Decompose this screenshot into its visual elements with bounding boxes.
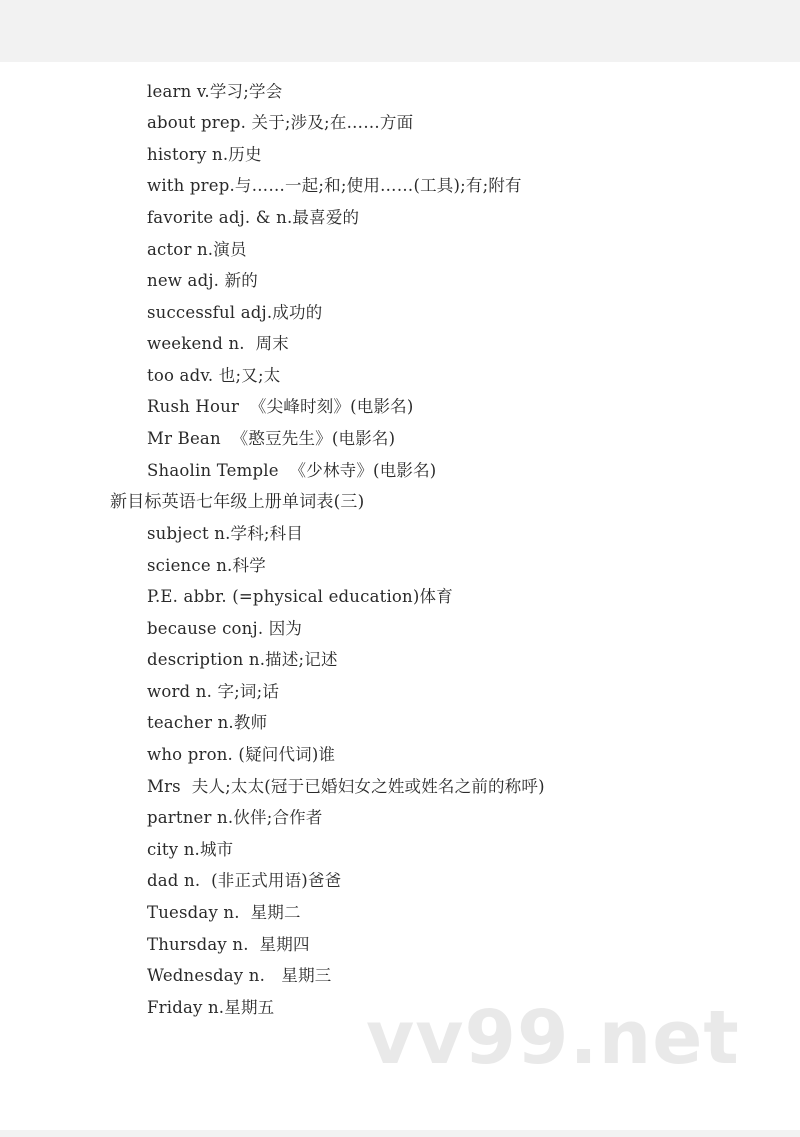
list-item: city n.城市: [147, 840, 234, 859]
document-page: [0, 62, 800, 1130]
list-item: Shaolin Temple 《少林寺》(电影名): [147, 461, 437, 480]
list-item: Thursday n. 星期四: [147, 935, 310, 954]
list-item: science n.科学: [147, 556, 266, 575]
list-item: description n.描述;记述: [147, 650, 338, 669]
list-item: about prep. 关于;涉及;在……方面: [147, 113, 414, 132]
list-item: Tuesday n. 星期二: [147, 903, 301, 922]
watermark: vv99.net: [366, 995, 740, 1081]
list-item: partner n.伙伴;合作者: [147, 808, 323, 827]
list-item: subject n.学科;科目: [147, 524, 304, 543]
list-item: history n.历史: [147, 145, 262, 164]
list-item: Mrs 夫人;太太(冠于已婚妇女之姓或姓名之前的称呼): [147, 777, 545, 796]
list-item: new adj. 新的: [147, 271, 258, 290]
list-item: with prep.与……一起;和;使用……(工具);有;附有: [147, 176, 522, 195]
list-item: actor n.演员: [147, 240, 247, 259]
list-item: P.E. abbr. (=physical education)体育: [147, 587, 453, 606]
list-item: learn v.学习;学会: [147, 82, 283, 101]
list-item: Friday n.星期五: [147, 998, 275, 1017]
list-item: favorite adj. & n.最喜爱的: [147, 208, 360, 227]
list-item: successful adj.成功的: [147, 303, 323, 322]
list-item: Wednesday n. 星期三: [147, 966, 332, 985]
list-item: because conj. 因为: [147, 619, 303, 638]
list-item: dad n. (非正式用语)爸爸: [147, 871, 342, 890]
list-item: weekend n. 周末: [147, 334, 290, 353]
list-item: too adv. 也;又;太: [147, 366, 281, 385]
list-item: word n. 字;词;话: [147, 682, 280, 701]
list-item: Mr Bean 《憨豆先生》(电影名): [147, 429, 396, 448]
list-item: teacher n.教师: [147, 713, 268, 732]
list-item: Rush Hour 《尖峰时刻》(电影名): [147, 397, 414, 416]
list-item: who pron. (疑问代词)谁: [147, 745, 336, 764]
section-heading: 新目标英语七年级上册单词表(三): [110, 492, 365, 512]
